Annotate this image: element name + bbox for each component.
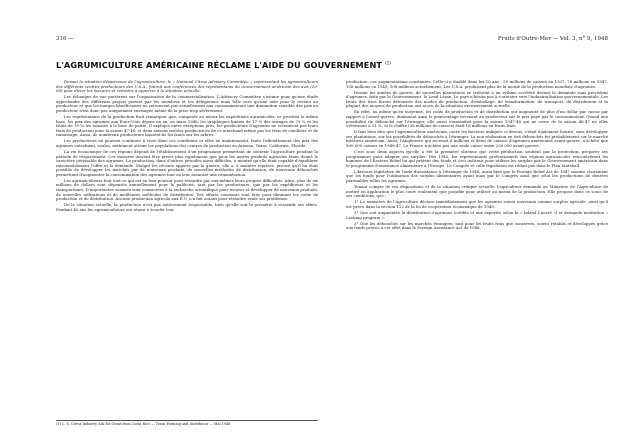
body-paragraph: production: ces augmentations constantes. Celle-ci a doublé dans les 10 ans : 55 millions de caisses en 1937, 76 millions en 1947, 108 millions en 1945, 108 millions actuellement. Les U.S.A. produisent plus de la moitié de la production mondiale d'agrumes. — [346, 80, 608, 89]
body-paragraph: De la situation actuelle, la production n'est pas entièrement responsable, bien qu'elle soit la première à ressentir ses effets. Pendant 40 ans les agrumiculteurs ont réussi à écouler leur — [56, 202, 318, 212]
page-number: 316 — — [56, 36, 74, 42]
article-title-text: L'AGRUMICULTURE AMÉRICAINE RÉCLAME L'AIDE DU GOUVERNEMENT — [56, 60, 383, 70]
list-item: 3° Que les débouchés sur les marchés étrangers, tant pour les fruits frais que conservés, soient rétablis et développés grâce aux fonds prévus à cet effet dans le Foreign Assistance Act de 1948. — [346, 220, 608, 231]
body-paragraph: C'est sous deux aspects qu'elle a été la première obtenue que cette production soutient par la protection, preparer ses programmes pour adapter ses surplus. Dès 1945, les représentants professionnels des régions agrumicoles rencontrèrent les hommes de l'Eastern Relief lui qui prêtent des fonds et ceci inditrait pour utiliser les surplus par le Gouvernement américain dans le programme d'assistance alimentaire à l'Europe. Le Congrès et celle législation est réduit pas dans le Plan Marshall. — [346, 149, 608, 168]
list-item: 2° Que soit augmentée la distribution d'agrumes (crédits et aux exportés selon la « Inland Lucaré ») et demande institution « Looking program ». — [346, 209, 608, 220]
journal-page — [56, 36, 608, 426]
article-title — [56, 60, 608, 70]
body-paragraph: Les producteurs ne peuvent continuer à vivre dans ces conditions et elles ne maintiennent, faute l'effondrement des prix des agrumes entraînent, seules, nettement atteint les populations des centres de production en Arizona, Texas, Californie, Floride. — [56, 138, 318, 148]
body-paragraph: Les échanges de vue portèrent sur l'organisation de la commercialisation. L'Advisory Committee s'estime pour qu'une étude approfondie des différents projets permet par les membres et les délégations mais folle sera qu'une aide pour le revenu au producteur et que les marges bénéficiaires ne retrouvent pas actuellement aux consommateurs une diminution sensible des prix au producteur n'est donc pas uniquement envisagée même de la prise trop sévèrement. — [56, 94, 318, 113]
body-paragraph: La vie économique de ces régions dépend de l'établissement d'un programme permettant de soutenir l'agriculture pendant la période de réajustement. Ces mesures doivent être prises plus rapidement que pour les autres produits agricoles étant donné le caractère périssable des agrumes. La production, dans d'autres périodes aussi difficiles, a montré qu'elle était capable d'équilibrer raisonnablement l'offre et la demande. Malgré les récents apports par la guerre, elle a, à maintes reprises, prouvé qu'il lui était possible de développer les marchés par de nouveaux produits, de nouvelles méthodes de distribution, de nouveaux débouchés permettant d'augmenter la consommation des agrumes tout en leur assurant une rémunération. — [56, 149, 318, 177]
body-paragraph: Tenant compte de ces dispositions et de la situation critique actuelle, l'agriculteur demande au Ministère de l'Agriculture de mettre en application le plus court roulement que possible pour utiliser au mieux de la production. Elle propose donc ce souci de ses conditions, que : — [346, 184, 608, 199]
body-paragraph: Durant les années de guerre, de nouvelles plantations se créèrent à un rythme accéléré devant la demande sans précédent d'agrumes, faite par le Gouvernement, le Lend-Lease. Le pays n'hésita pas à s'orienter vers l'industrialisation gouvernementale. Les fruits des trois furent détournés des modes de production, d'emballage, de transformation, de transport, de distribution et la plupart des moyens de production ont accru de la situation excessivement actuelle. — [346, 89, 608, 109]
running-header — [56, 36, 608, 46]
body-paragraph: Les agrumiculteurs font tout ce qui est en leur pouvoir pour résoudre par eux-mêmes leurs propres difficultés. Ainsi, plus de six millions de dollars sont dépensés annuellement pour la publicité, tant par les producteurs, que par les expéditeurs et les transporteurs. D'importantes sommes sont consacrées à la recherche scientifique pour trouver et développer de nouveaux produits, de nouvelles utilisations et de meilleures méthodes de distribution. Des efforts constants sont faits pour diminuer les coûts de production et de distribution. Aucune production agricole aux É.U. n'a fait autant pour résoudre seule ses problèmes. — [56, 177, 318, 202]
footnote: (1) C. S. Citrus Industry Ask for Grant from Costa Rico — Trans Farming and Distributor — Mai 1948. — [56, 420, 318, 426]
body-paragraph: Les représentants de la production fruit remarquer que, composés au mieux les expéditions agrumicoles, ce provient la même base, les prix des agrumes aux États-Unis depuis un an, en mars 1948, les graphiques limites de 17 % des oranges de 79 % et les fruits de 39 % les tomates à la base de pairie. Il explique entre exceptions près, les producteurs d'agrumes ne recentrent pas leurs frais de production pour la saison 47-48, et deux saisons restées productrices de ce marchand même pas les frais de cueillette et de ramassage. Aussi, de nombreux producteurs laissent-ils les fruits sur les arbres. — [56, 114, 318, 138]
body-paragraph: Il faut bien dire que l'agrumiculteur américain, outre les facteurs indiqués ci-dessus, s'était également heurté, sans développer ses plantations, sur les possibilités de débouchés à l'étranger. La non-réalisation en tirà débouchés fut probablement sur le marché intérieur américain. Ainsi, l'Angleterre qui recevait 8 millions et demi de caisses d'agrumes américains avant-guerre, n'achète que 800.000 caisses en 1946-47. Le France n'achète pas une seule caisse entre 250.000 avant-guerre. — [346, 129, 608, 148]
left-column — [56, 80, 318, 426]
body-paragraph: L'histoire législative de l'aide d'assistance à l'étranger de 1948, aussi bien que le Foreign Relief Act de 1947 montre clairement que les fonds pour l'utilisation des surplus alimentaires ayant mais par le Congrès ainsi que celui les productions de denrées périssables telles les agrumes. — [346, 168, 608, 183]
right-column — [346, 80, 608, 426]
journal-title: Fruits d'Outre-Mer — Vol. 3, n° 9, 1948 — [497, 36, 608, 42]
intro-paragraph: Devant la situation désastreuse de l'agrumiculture, le « National Citrus Advisory Committee » représentant les agrumiculteurs des différents centres producteurs des U.S.A., fournit aux conférences des représentants du Gouvernement américain des avis (10-08) pour dicter les mesures et remèdes à apporter à la situation actuelle. — [56, 80, 318, 94]
title-footnote-marker: (1) — [385, 60, 392, 66]
list-item: 1° Le ministère de l'Agriculture déclare immédiatement que les agrumes soient nouveaux comme surplus agricole, ainsi qu'il est prévu dans la section 112 de la loi de coopération économique de 1948. — [346, 199, 608, 209]
body-paragraph: En effet, au même qu'en moyenne, les coûts de production et de distribution ont augmenté de plus d'un dollar par caisse par rapport à l'avant-guerre, diminuant ainsi le pourcentage revenant au producteur sur le prix payé par le consommateur. Quand une possibilité de débouché sur l'étranger, elle aussi s'amoindrit pour la saison 1947-48 qui ne cesse de la saison 46-47 où elles s'élevaient à 21 %, et le chiffre (26 millions de caisses) était 16 millions en fruits frais. — [346, 109, 608, 129]
